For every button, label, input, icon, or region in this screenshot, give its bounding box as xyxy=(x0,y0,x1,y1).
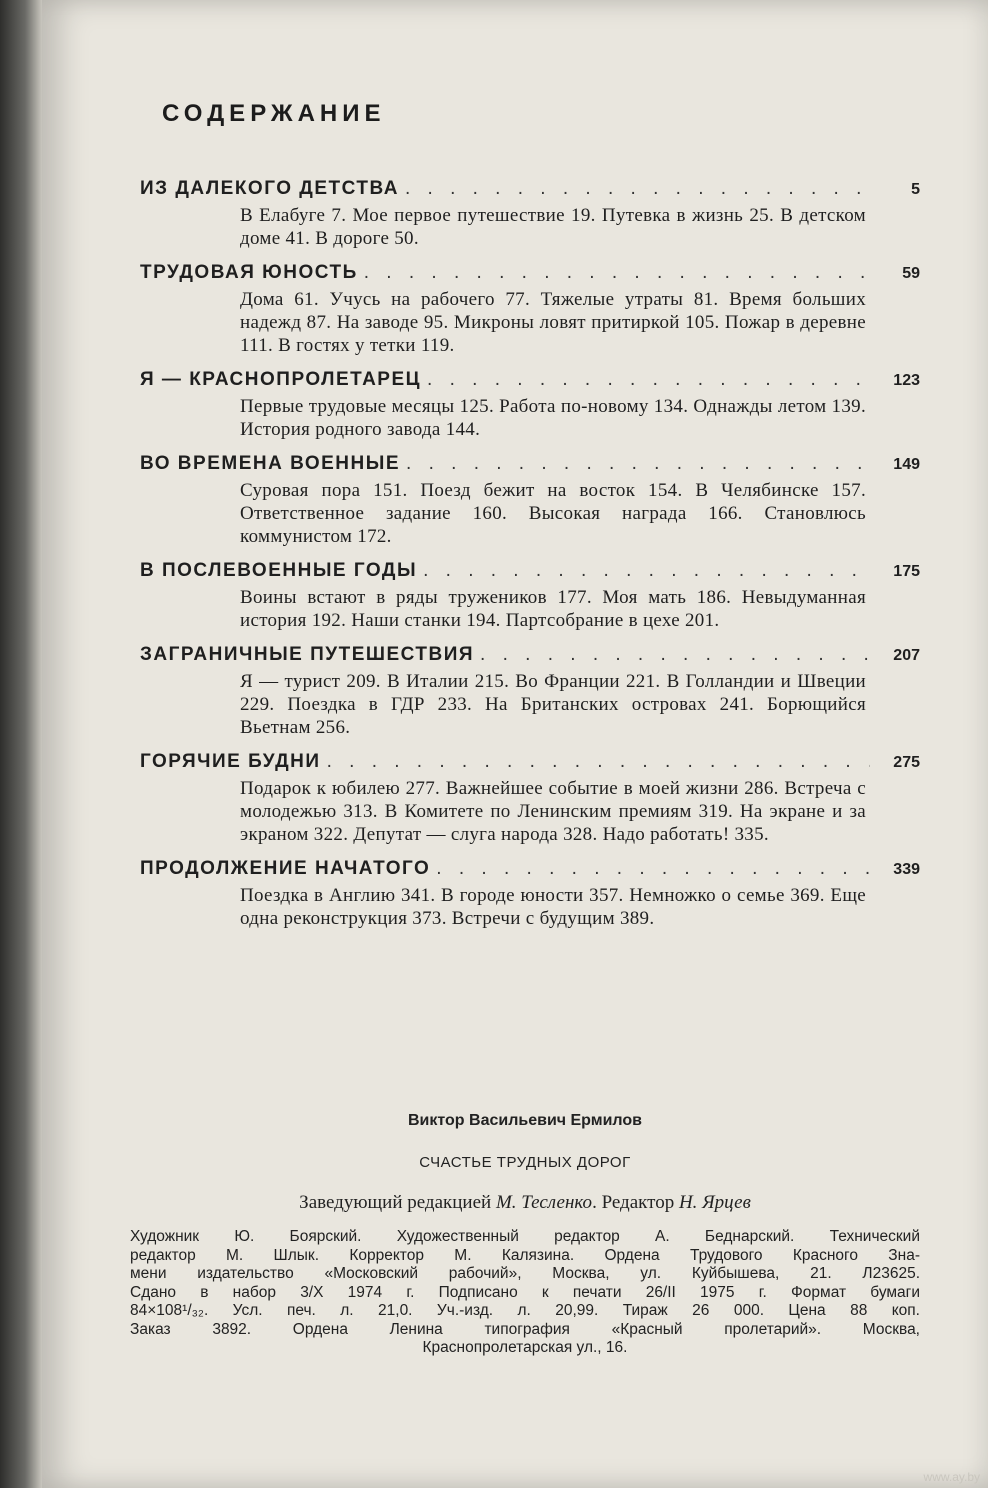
chapter-sections: В Елабуге 7. Мое первое путешествие 19. Путевка в жизнь 25. В детском доме 41. В дороге 50. xyxy=(240,205,866,249)
leader-dots xyxy=(480,644,870,666)
chapter-heading xyxy=(140,262,920,288)
watermark: www.ay.by xyxy=(923,1470,980,1484)
chapter-page: 275 xyxy=(893,754,920,771)
toc-entry xyxy=(140,178,920,250)
leader-dots xyxy=(405,178,870,200)
toc-entry xyxy=(140,369,920,441)
chapter-heading xyxy=(140,178,920,204)
colophon-line: редактор М. Шлык. Корректор М. Калязина. Ордена Трудового Красного Зна- xyxy=(130,1246,920,1264)
toc-title: СОДЕРЖАНИЕ xyxy=(162,100,386,127)
chapter-sections: Подарок к юбилею 277. Важнейшее событие в моей жизни 286. Встреча с молодежью 313. В Комитете по Ленинским премиям 319. На экране и за экраном 322. Депутат — слуга народа 328. Надо работать! 335. xyxy=(240,778,866,845)
chapter-title: ПРОДОЛЖЕНИЕ НАЧАТОГО xyxy=(140,858,431,879)
chapter-heading xyxy=(140,751,920,777)
chapter-title: В ПОСЛЕВОЕННЫЕ ГОДЫ xyxy=(140,560,418,581)
imprint-author: Виктор Васильевич Ермилов xyxy=(408,1112,642,1129)
chapter-sections: Воины встают в ряды тружеников 177. Моя мать 186. Невыдуманная история 192. Наши станки 194. Партсобрание в цехе 201. xyxy=(240,587,866,631)
colophon-line: Художник Ю. Боярский. Художественный редактор А. Беднарский. Технический xyxy=(130,1228,920,1245)
toc-entry xyxy=(140,751,920,846)
colophon-line: мени издательство «Московский рабочий», Москва, ул. Куйбышева, 21. Л23625. xyxy=(130,1265,920,1282)
table-of-contents xyxy=(140,178,920,942)
chapter-title: ТРУДОВАЯ ЮНОСТЬ xyxy=(140,262,358,283)
colophon-line: Краснопролетарская ул., 16. xyxy=(422,1339,628,1356)
chapter-page: 149 xyxy=(893,456,920,473)
toc-entry xyxy=(140,262,920,357)
imprint-book-title: СЧАСТЬЕ ТРУДНЫХ ДОРОГ xyxy=(419,1154,631,1171)
colophon-line: Заказ 3892. Ордена Ленина типография «Красный пролетарий». Москва, xyxy=(130,1320,920,1338)
leader-dots xyxy=(423,560,870,582)
chapter-title: ГОРЯЧИЕ БУДНИ xyxy=(140,751,321,772)
leader-dots xyxy=(436,858,870,880)
chapter-page: 175 xyxy=(893,563,920,580)
chapter-heading xyxy=(140,560,920,586)
chapter-heading xyxy=(140,453,920,479)
chapter-page: 123 xyxy=(893,372,920,389)
imprint-colophon xyxy=(130,1228,920,1358)
toc-entry xyxy=(140,644,920,739)
chapter-sections: Поездка в Англию 341. В городе юности 357. Немножко о семье 369. Еще одна реконструкция 373. Встречи с будущим 389. xyxy=(240,885,866,929)
chapter-page: 59 xyxy=(902,265,920,282)
chapter-heading xyxy=(140,858,920,884)
chapter-title: ВО ВРЕМЕНА ВОЕННЫЕ xyxy=(140,453,401,474)
chapter-sections: Первые трудовые месяцы 125. Работа по-новому 134. Однажды летом 139. История родного завода 144. xyxy=(240,396,866,440)
colophon-line: Сдано в набор 3/X 1974 г. Подписано к печати 26/II 1975 г. Формат бумаги xyxy=(130,1283,920,1301)
editors-mid: . Редактор xyxy=(592,1192,679,1213)
chapter-title: Я — КРАСНОПРОЛЕТАРЕЦ xyxy=(140,369,422,390)
chapter-page: 5 xyxy=(911,181,920,198)
toc-entry xyxy=(140,560,920,632)
chapter-heading xyxy=(140,644,920,670)
chapter-page: 339 xyxy=(893,861,920,878)
toc-entry xyxy=(140,453,920,548)
leader-dots xyxy=(406,453,870,475)
editor-name: Н. Ярцев xyxy=(678,1192,751,1213)
chapter-sections: Суровая пора 151. Поезд бежит на восток 154. В Челябинске 157. Ответственное задание 160. Высокая награда 166. Становлюсь коммунистом 172. xyxy=(240,480,866,547)
imprint-editors xyxy=(130,1192,920,1214)
chapter-page: 207 xyxy=(893,647,920,664)
book-spine-shadow xyxy=(0,0,42,1488)
leader-dots xyxy=(364,262,870,284)
chapter-sections: Дома 61. Учусь на рабочего 77. Тяжелые утраты 81. Время больших надежд 87. На заводе 95. Микроны ловят притиркой 105. Пожар в деревне 111. В гостях у тетки 119. xyxy=(240,289,866,356)
toc-entry xyxy=(140,858,920,930)
chapter-heading xyxy=(140,369,920,395)
leader-dots xyxy=(327,751,870,773)
chapter-sections: Я — турист 209. В Италии 215. Во Франции 221. В Голландии и Швеции 229. Поездка в ГДР 233. На Британских островах 241. Борющийся Вьетнам 256. xyxy=(240,671,866,738)
leader-dots xyxy=(427,369,870,391)
editor-head: М. Тесленко xyxy=(495,1192,593,1213)
chapter-title: ИЗ ДАЛЕКОГО ДЕТСТВА xyxy=(140,178,399,199)
colophon-line: 84×108¹/₃₂. Усл. печ. л. 21,0. Уч.-изд. л. 20,99. Тираж 26 000. Цена 88 коп. xyxy=(130,1302,920,1319)
chapter-title: ЗАГРАНИЧНЫЕ ПУТЕШЕСТВИЯ xyxy=(140,644,475,665)
editors-prefix: Заведующий редакцией xyxy=(299,1192,496,1213)
